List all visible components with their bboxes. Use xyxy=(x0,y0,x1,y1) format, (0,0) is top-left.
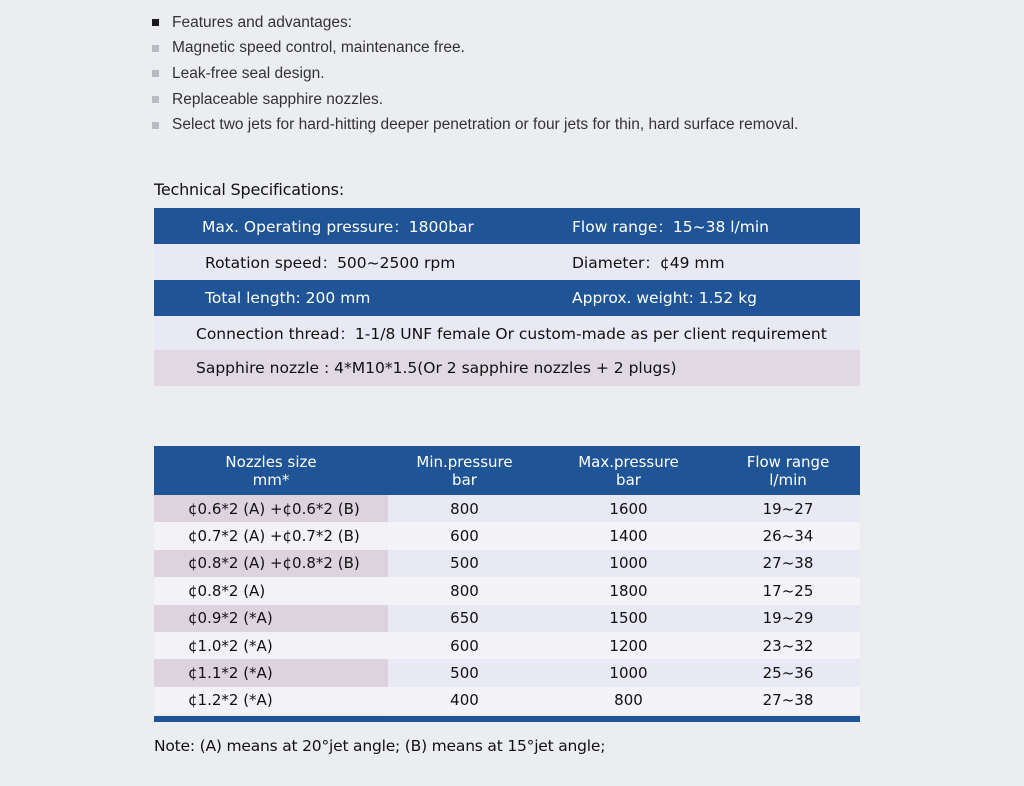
table-cell: ¢0.7*2 (A) +¢0.7*2 (B) xyxy=(154,522,388,549)
table-cell: 800 xyxy=(388,577,541,604)
table-row xyxy=(154,495,860,522)
header-line: Flow range xyxy=(746,452,830,471)
table-row xyxy=(154,659,860,686)
header-cell xyxy=(541,446,716,495)
specs-table xyxy=(154,208,860,386)
header-line: bar xyxy=(452,470,477,489)
footnote: Note: (A) means at 20°jet angle; (B) means at 15°jet angle; xyxy=(154,737,606,755)
header-line: Nozzles size xyxy=(225,452,317,471)
feature-text: Replaceable sapphire nozzles. xyxy=(172,90,384,108)
spec-row xyxy=(154,244,860,280)
feature-item xyxy=(152,87,798,113)
spec-row xyxy=(154,280,860,316)
spec-cell: Max. Operating pressure：1800bar xyxy=(202,218,474,236)
header-cell xyxy=(388,446,541,495)
table-row xyxy=(154,632,860,659)
nozzle-table-header xyxy=(154,446,860,495)
features-heading xyxy=(152,10,798,36)
table-cell: 1000 xyxy=(541,659,716,686)
table-cell: 1500 xyxy=(541,605,716,632)
table-cell: 26~34 xyxy=(716,522,860,549)
header-line: mm* xyxy=(252,470,290,489)
spec-cell: Diameter：¢49 mm xyxy=(572,254,725,272)
header-cell xyxy=(154,446,388,495)
table-cell: 27~38 xyxy=(716,687,860,714)
square-bullet-icon xyxy=(152,45,159,52)
table-cell: ¢1.1*2 (*A) xyxy=(154,659,388,686)
table-cell: 19~29 xyxy=(716,605,860,632)
table-cell: 800 xyxy=(541,687,716,714)
feature-text: Features and advantages: xyxy=(172,13,353,31)
feature-text: Leak-free seal design. xyxy=(172,64,325,82)
table-cell: 25~36 xyxy=(716,659,860,686)
feature-item xyxy=(152,112,798,138)
specs-title: Technical Specifications: xyxy=(154,180,345,199)
feature-item xyxy=(152,36,798,62)
table-row xyxy=(154,522,860,549)
table-row xyxy=(154,687,860,714)
table-cell: 1200 xyxy=(541,632,716,659)
square-bullet-icon xyxy=(152,19,159,26)
header-line: bar xyxy=(616,470,641,489)
spec-row xyxy=(154,350,860,386)
spec-row xyxy=(154,316,860,350)
spec-cell: Rotation speed：500~2500 rpm xyxy=(205,254,456,272)
nozzle-table xyxy=(154,446,860,722)
table-cell: 17~25 xyxy=(716,577,860,604)
table-cell: ¢1.0*2 (*A) xyxy=(154,632,388,659)
square-bullet-icon xyxy=(152,122,159,129)
header-cell xyxy=(716,446,860,495)
header-line: l/min xyxy=(769,470,807,489)
table-cell: 1800 xyxy=(541,577,716,604)
table-cell: 800 xyxy=(388,495,541,522)
table-cell: 23~32 xyxy=(716,632,860,659)
table-cell: 1600 xyxy=(541,495,716,522)
table-cell: 1000 xyxy=(541,550,716,577)
spec-cell: Sapphire nozzle : 4*M10*1.5(Or 2 sapphire nozzles + 2 plugs) xyxy=(196,359,677,377)
table-cell: 27~38 xyxy=(716,550,860,577)
spec-cell: Approx. weight: 1.52 kg xyxy=(572,289,758,307)
feature-item xyxy=(152,61,798,87)
table-cell: ¢0.8*2 (A) xyxy=(154,577,388,604)
square-bullet-icon xyxy=(152,70,159,77)
table-cell: ¢0.9*2 (*A) xyxy=(154,605,388,632)
table-row xyxy=(154,550,860,577)
spec-cell: Total length: 200 mm xyxy=(205,289,371,307)
table-cell: 600 xyxy=(388,632,541,659)
table-cell: 500 xyxy=(388,659,541,686)
feature-text: Select two jets for hard-hitting deeper penetration or four jets for thin, hard surface removal. xyxy=(172,116,799,134)
spec-row xyxy=(154,208,860,244)
spec-cell: Flow range：15~38 l/min xyxy=(572,218,769,236)
table-cell: 650 xyxy=(388,605,541,632)
table-cell: ¢1.2*2 (*A) xyxy=(154,687,388,714)
header-line: Min.pressure xyxy=(416,452,513,471)
table-cell: 400 xyxy=(388,687,541,714)
table-cell: 500 xyxy=(388,550,541,577)
table-cell: 1400 xyxy=(541,522,716,549)
table-cell: 600 xyxy=(388,522,541,549)
feature-text: Magnetic speed control, maintenance free. xyxy=(172,39,465,57)
table-bottom-rule xyxy=(154,716,860,722)
square-bullet-icon xyxy=(152,96,159,103)
table-cell: ¢0.6*2 (A) +¢0.6*2 (B) xyxy=(154,495,388,522)
spec-cell: Connection thread：1-1/8 UNF female Or custom-made as per client requirement xyxy=(196,325,827,343)
table-cell: ¢0.8*2 (A) +¢0.8*2 (B) xyxy=(154,550,388,577)
table-row xyxy=(154,577,860,604)
table-cell: 19~27 xyxy=(716,495,860,522)
table-row xyxy=(154,605,860,632)
features-list xyxy=(152,10,798,138)
header-line: Max.pressure xyxy=(578,452,679,471)
